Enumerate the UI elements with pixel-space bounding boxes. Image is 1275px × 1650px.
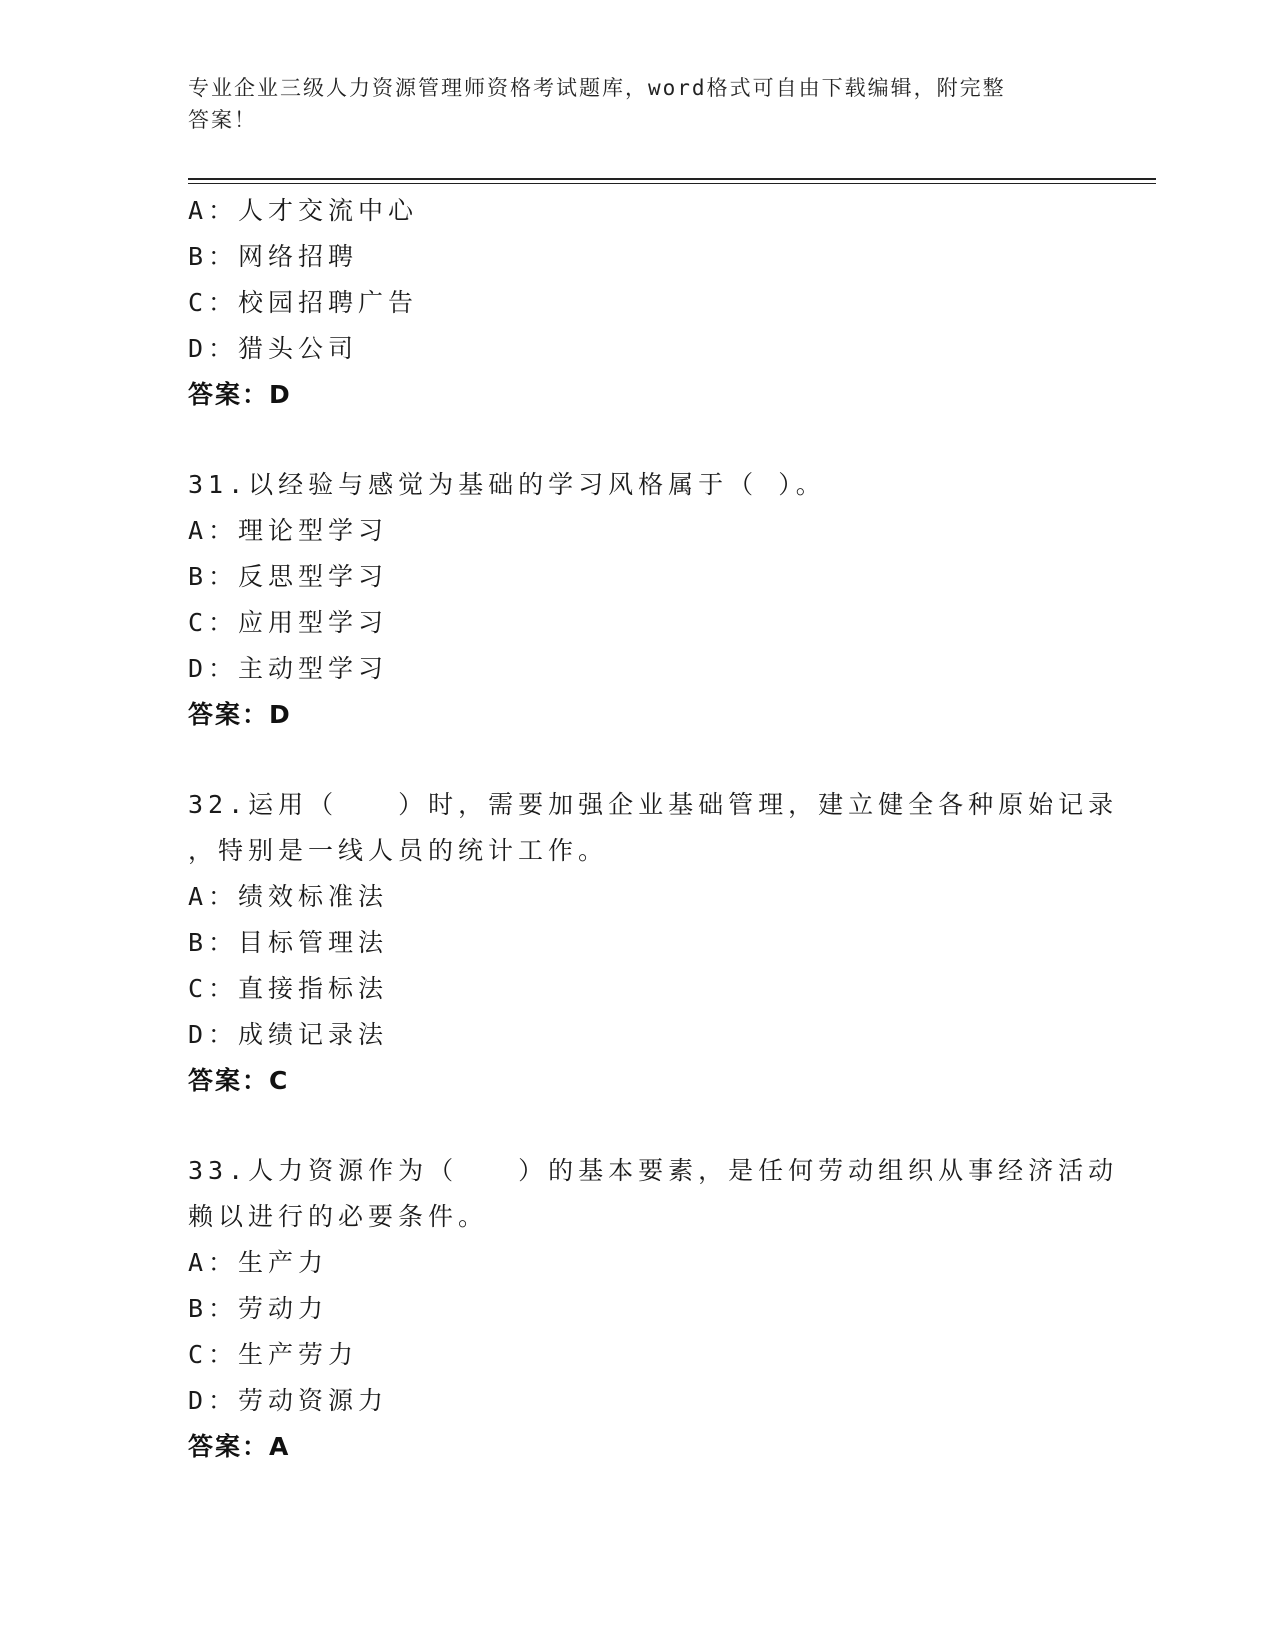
option-a: A：理论型学习 — [188, 516, 389, 545]
header-divider-thin — [188, 183, 1156, 184]
option-d: D：猎头公司 — [188, 334, 359, 363]
option-c: C：生产劳力 — [188, 1340, 359, 1369]
option-c: C：校园招聘广告 — [188, 288, 419, 317]
option-a: A：绩效标准法 — [188, 882, 389, 911]
option-d: D：成绩记录法 — [188, 1020, 389, 1049]
option-d: D：主动型学习 — [188, 654, 389, 683]
question-stem-continued: 赖以进行的必要条件。 — [188, 1202, 489, 1231]
answer-line: 答案：D — [188, 700, 292, 729]
option-b: B：反思型学习 — [188, 562, 389, 591]
option-c: C：直接指标法 — [188, 974, 389, 1003]
header-line-1: 专业企业三级人力资源管理师资格考试题库，word格式可自由下载编辑，附完整 — [188, 76, 1006, 100]
question-block-32 — [188, 782, 1119, 1104]
header-line-2: 答案！ — [188, 108, 257, 132]
option-b: B：目标管理法 — [188, 928, 389, 957]
spacer — [188, 1104, 1088, 1148]
spacer — [188, 418, 1088, 462]
option-b: B：劳动力 — [188, 1294, 329, 1323]
option-c: C：应用型学习 — [188, 608, 389, 637]
question-block-33 — [188, 1148, 1119, 1470]
option-a: A：生产力 — [188, 1248, 329, 1277]
question-stem: 33.人力资源作为（ ）的基本要素，是任何劳动组织从事经济活动 — [188, 1156, 1119, 1185]
question-stem: 31.以经验与感觉为基础的学习风格属于（ ）。 — [188, 470, 826, 499]
question-stem-continued: ，特别是一线人员的统计工作。 — [188, 836, 609, 865]
header-divider-thick — [188, 178, 1156, 180]
option-d: D：劳动资源力 — [188, 1386, 389, 1415]
question-block-30 — [188, 188, 1088, 418]
page-header — [188, 72, 1088, 136]
question-block-31 — [188, 462, 1088, 738]
question-stem: 32.运用（ ）时，需要加强企业基础管理，建立健全各种原始记录 — [188, 790, 1119, 819]
answer-line: 答案：A — [188, 1432, 291, 1461]
option-b: B：网络招聘 — [188, 242, 359, 271]
question-list — [188, 188, 1119, 1470]
spacer — [188, 738, 1088, 782]
answer-line: 答案：D — [188, 380, 292, 409]
option-a: A：人才交流中心 — [188, 196, 419, 225]
answer-line: 答案：C — [188, 1066, 290, 1095]
